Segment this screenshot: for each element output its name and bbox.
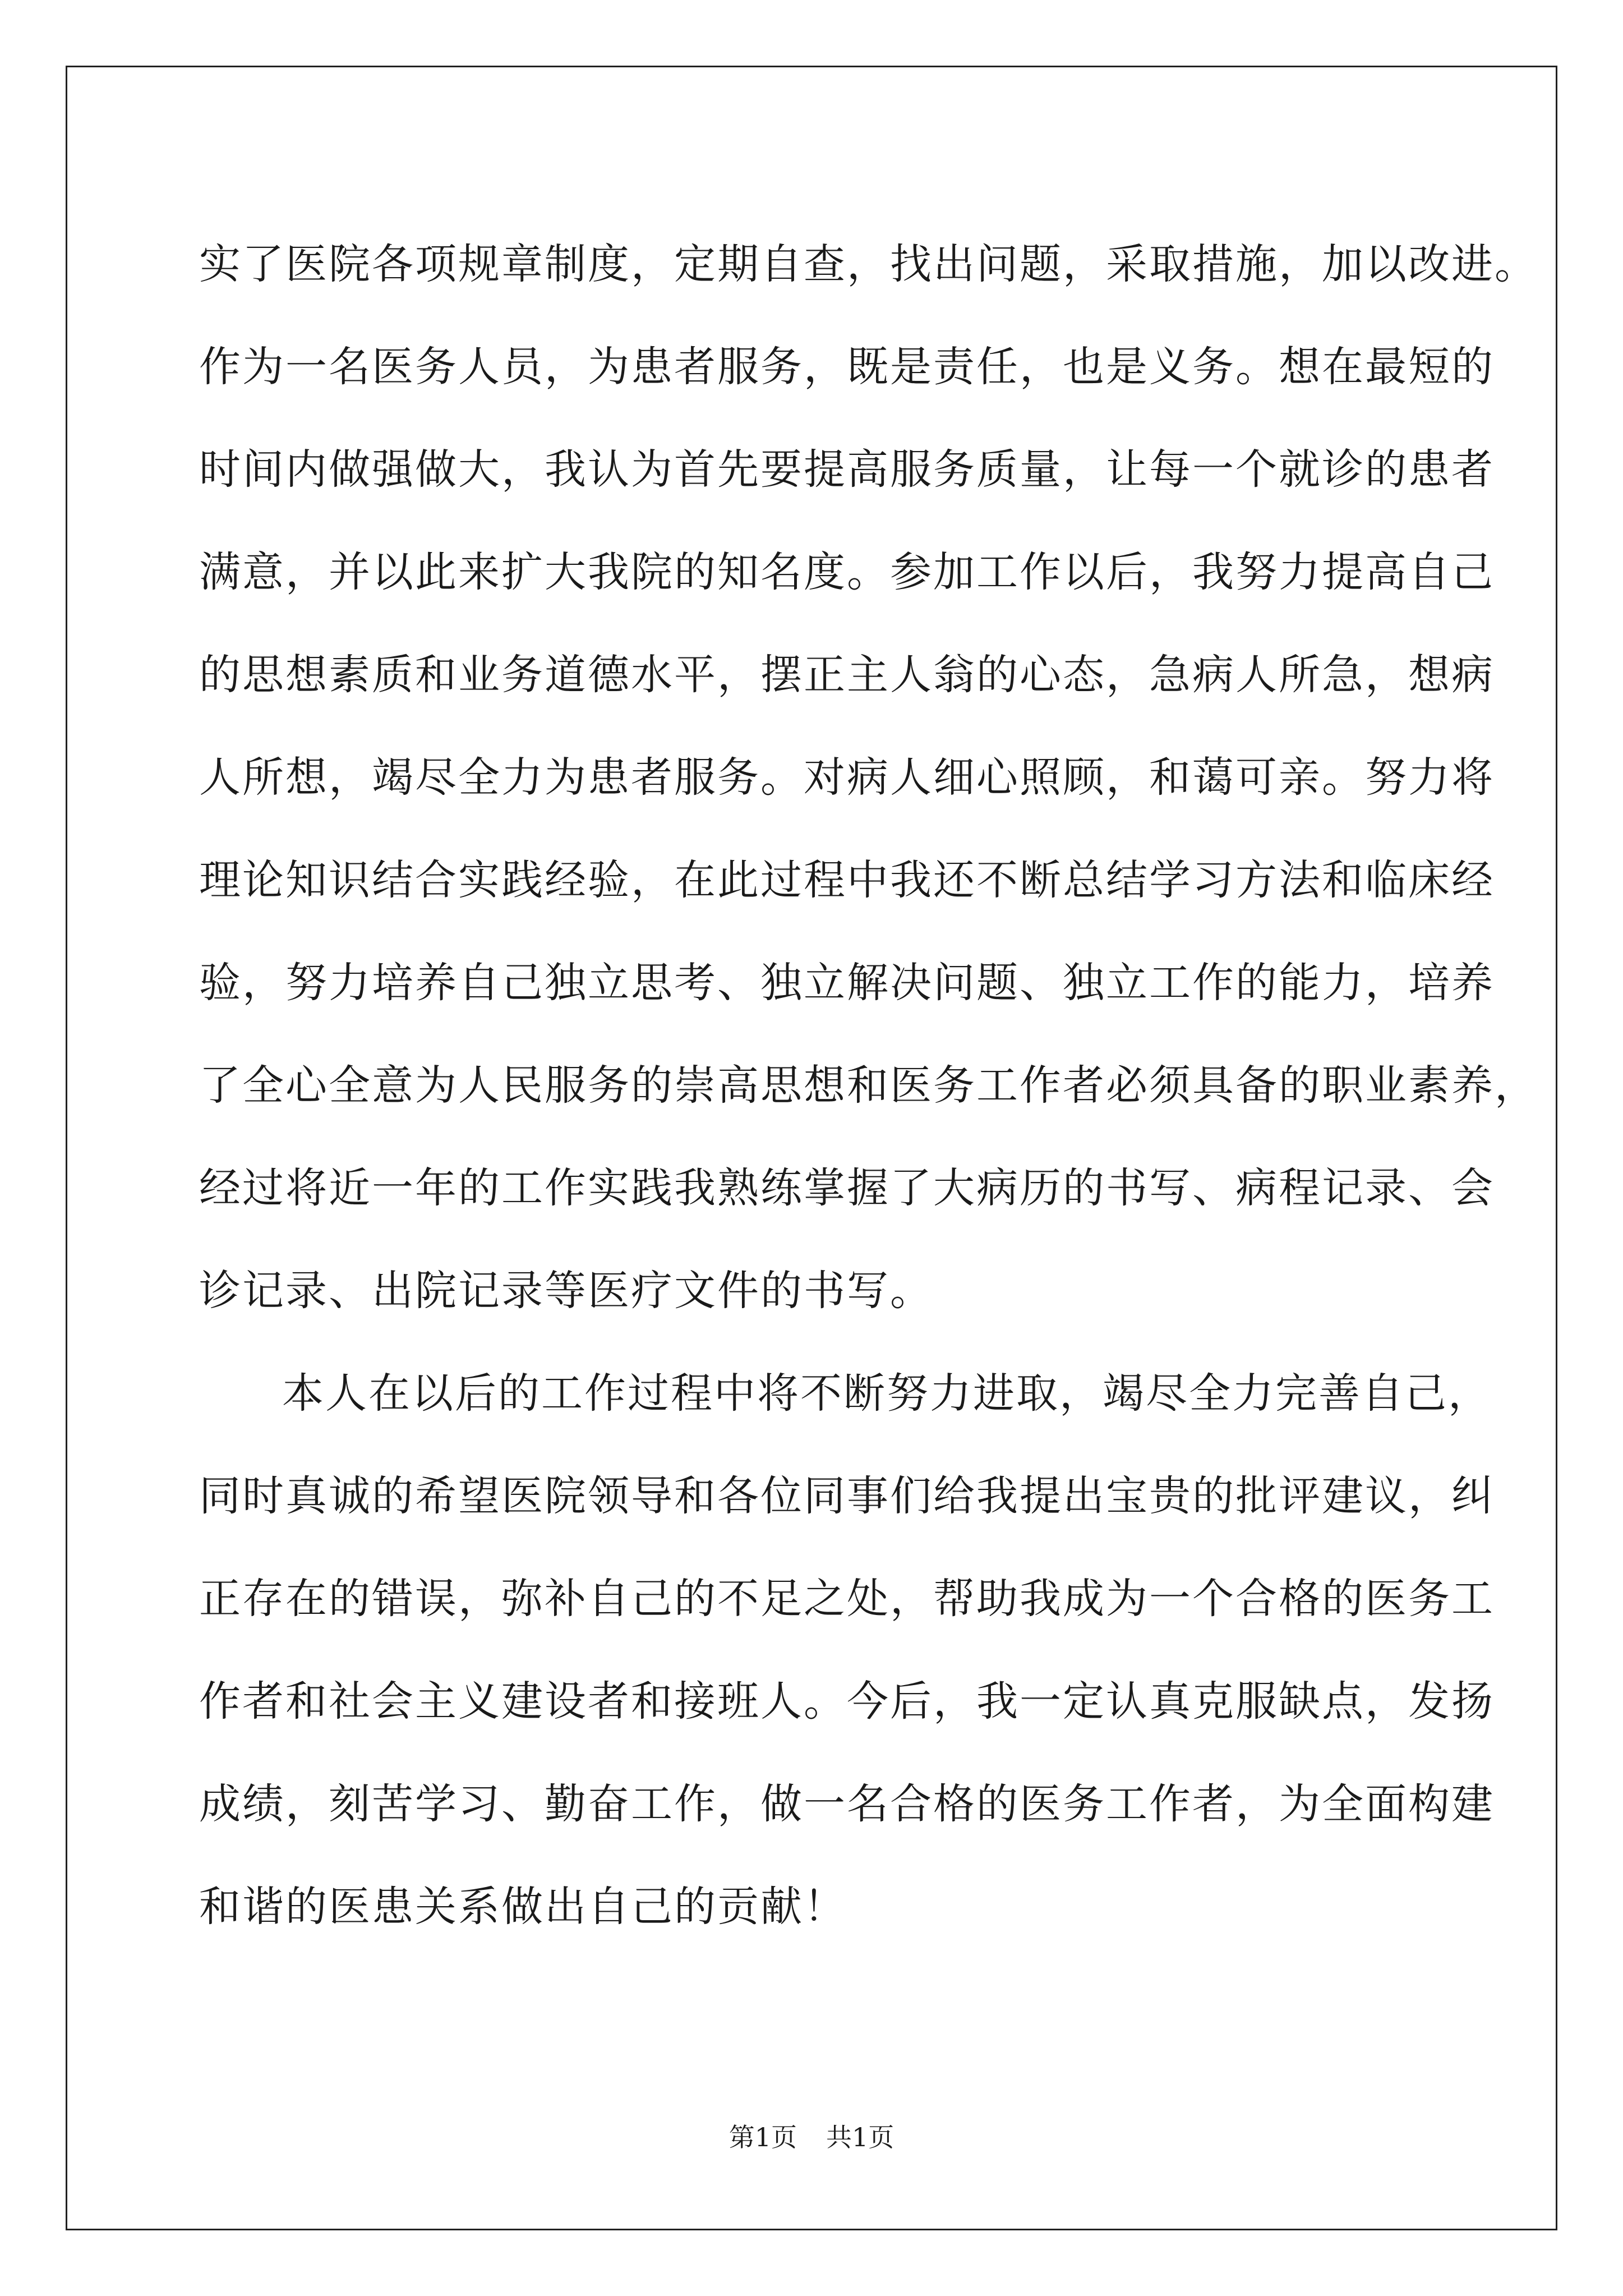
text-line: 满意，并以此来扩大我院的知名度。参加工作以后，我努力提高自己 (199, 548, 1495, 596)
paragraph-1 (199, 213, 1538, 1342)
paragraph-2 (199, 1342, 1495, 1958)
text-line: 同时真诚的希望医院领导和各位同事们给我提出宝贵的批评建议，纠 (199, 1472, 1495, 1520)
text-line: 的思想素质和业务道德水平，摆正主人翁的心态，急病人所急，想病 (199, 651, 1495, 699)
text-line: 时间内做强做大，我认为首先要提高服务质量，让每一个就诊的患者 (199, 445, 1495, 494)
text-line: 验，努力培养自己独立思考、独立解决问题、独立工作的能力，培养 (199, 959, 1495, 1007)
text-line: 本人在以后的工作过程中将不断努力进取，竭尽全力完善自己， (282, 1369, 1491, 1418)
text-line: 正存在的错误，弥补自己的不足之处，帮助我成为一个合格的医务工 (199, 1575, 1495, 1623)
text-line: 作者和社会主义建设者和接班人。今后，我一定认真克服缺点，发扬 (199, 1677, 1495, 1726)
text-line: 诊记录、出院记录等医疗文件的书写。 (199, 1267, 933, 1315)
text-line: 作为一名医务人员，为患者服务，既是责任，也是义务。想在最短的 (199, 343, 1495, 391)
page-number: 第1页 (728, 2122, 797, 2152)
text-line: 了全心全意为人民服务的崇高思想和医务工作者必须具备的职业素养， (199, 1061, 1538, 1110)
text-line: 经过将近一年的工作实践我熟练掌握了大病历的书写、病程记录、会 (199, 1164, 1495, 1212)
text-line: 和谐的医患关系做出自己的贡献！ (199, 1883, 847, 1931)
text-line: 理论知识结合实践经验，在此过程中我还不断总结学习方法和临床经 (199, 856, 1495, 904)
page-total: 共1页 (826, 2122, 895, 2152)
text-line: 成绩，刻苦学习、勤奋工作，做一名合格的医务工作者，为全面构建 (199, 1780, 1495, 1828)
text-line: 人所想，竭尽全力为患者服务。对病人细心照顾，和蔼可亲。努力将 (199, 753, 1495, 802)
document-body (199, 213, 1538, 1958)
text-line: 实了医院各项规章制度，定期自查，找出问题，采取措施，加以改进。 (199, 240, 1538, 288)
page-footer (0, 2122, 1623, 2153)
